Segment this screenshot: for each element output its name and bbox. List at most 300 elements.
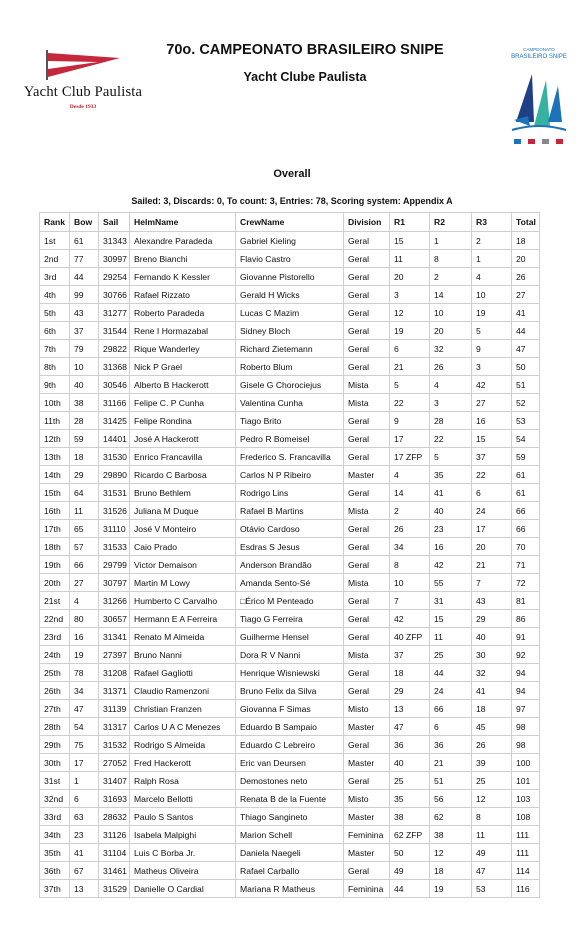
cell-r3: 39: [472, 754, 512, 772]
cell-r2: 20: [430, 322, 472, 340]
cell-crewname: Renata B de la Fuente: [236, 790, 344, 808]
cell-r1: 17 ZFP: [390, 448, 430, 466]
cell-helmname: Rique Wanderley: [130, 340, 236, 358]
cell-sail: 27052: [99, 754, 130, 772]
cell-r3: 16: [472, 412, 512, 430]
cell-division: Mista: [344, 646, 390, 664]
cell-crewname: Lucas C Mazim: [236, 304, 344, 322]
cell-sail: 30797: [99, 574, 130, 592]
cell-helmname: Christian Franzen: [130, 700, 236, 718]
cell-r1: 26: [390, 520, 430, 538]
cell-r2: 11: [430, 628, 472, 646]
cell-r2: 55: [430, 574, 472, 592]
cell-helmname: Hermann E A Ferreira: [130, 610, 236, 628]
cell-r2: 18: [430, 862, 472, 880]
event-logo-line2: BRASILEIRO SNIPE: [511, 54, 567, 60]
section-title: Overall: [273, 168, 311, 180]
cell-helmname: Bruno Bethlem: [130, 484, 236, 502]
cell-total: 47: [512, 340, 540, 358]
cell-crewname: Pedro R Bomeisel: [236, 430, 344, 448]
cell-r3: 26: [472, 736, 512, 754]
cell-rank: 20th: [40, 574, 70, 592]
cell-rank: 4th: [40, 286, 70, 304]
cell-total: 51: [512, 376, 540, 394]
cell-bow: 17: [70, 754, 99, 772]
column-header-rank: Rank: [40, 213, 70, 232]
cell-rank: 3rd: [40, 268, 70, 286]
cell-sail: 29890: [99, 466, 130, 484]
cell-division: Master: [344, 754, 390, 772]
cell-total: 111: [512, 844, 540, 862]
cell-division: Geral: [344, 448, 390, 466]
table-row: [40, 520, 540, 538]
cell-division: Master: [344, 718, 390, 736]
cell-bow: 11: [70, 502, 99, 520]
cell-division: Geral: [344, 556, 390, 574]
cell-helmname: Danielle O Cardial: [130, 880, 236, 898]
table-row: [40, 304, 540, 322]
cell-total: 108: [512, 808, 540, 826]
cell-division: Geral: [344, 304, 390, 322]
cell-crewname: Bruno Felix da Silva: [236, 682, 344, 700]
cell-crewname: Giovanne Pistorello: [236, 268, 344, 286]
cell-r3: 18: [472, 700, 512, 718]
cell-crewname: Daniela Naegeli: [236, 844, 344, 862]
cell-bow: 47: [70, 700, 99, 718]
table-row: [40, 394, 540, 412]
cell-total: 41: [512, 304, 540, 322]
cell-sail: 31341: [99, 628, 130, 646]
table-row: [40, 880, 540, 898]
cell-crewname: Dora R V Nanni: [236, 646, 344, 664]
cell-rank: 23rd: [40, 628, 70, 646]
cell-division: Mista: [344, 502, 390, 520]
table-row: [40, 862, 540, 880]
cell-rank: 17th: [40, 520, 70, 538]
cell-rank: 24th: [40, 646, 70, 664]
cell-sail: 31104: [99, 844, 130, 862]
cell-total: 71: [512, 556, 540, 574]
column-header-sail: Sail: [99, 213, 130, 232]
cell-sail: 31126: [99, 826, 130, 844]
cell-r3: 43: [472, 592, 512, 610]
cell-bow: 27: [70, 574, 99, 592]
cell-helmname: Caio Prado: [130, 538, 236, 556]
cell-total: 114: [512, 862, 540, 880]
cell-total: 66: [512, 502, 540, 520]
cell-r1: 36: [390, 736, 430, 754]
cell-r3: 12: [472, 790, 512, 808]
column-header-division: Division: [344, 213, 390, 232]
cell-total: 101: [512, 772, 540, 790]
cell-rank: 33rd: [40, 808, 70, 826]
cell-helmname: Luis C Borba Jr.: [130, 844, 236, 862]
cell-helmname: Matheus Oliveira: [130, 862, 236, 880]
table-row: [40, 250, 540, 268]
cell-sail: 31317: [99, 718, 130, 736]
cell-r3: 1: [472, 250, 512, 268]
cell-r2: 12: [430, 844, 472, 862]
table-body: [40, 232, 540, 898]
cell-bow: 44: [70, 268, 99, 286]
cell-sail: 31533: [99, 538, 130, 556]
cell-sail: 30546: [99, 376, 130, 394]
cell-rank: 37th: [40, 880, 70, 898]
cell-bow: 99: [70, 286, 99, 304]
table-row: [40, 358, 540, 376]
cell-helmname: Humberto C Carvalho: [130, 592, 236, 610]
club-logo-since: Desde 1933: [69, 104, 97, 110]
cell-r1: 35: [390, 790, 430, 808]
cell-crewname: Rodrigo Lins: [236, 484, 344, 502]
cell-r1: 50: [390, 844, 430, 862]
cell-rank: 15th: [40, 484, 70, 502]
cell-r3: 45: [472, 718, 512, 736]
cell-r1: 9: [390, 412, 430, 430]
cell-helmname: Rafael Rizzato: [130, 286, 236, 304]
cell-division: Geral: [344, 682, 390, 700]
cell-r2: 41: [430, 484, 472, 502]
scoring-summary: Sailed: 3, Discards: 0, To count: 3, Entries: 78, Scoring system: Appendix A: [131, 196, 453, 206]
cell-division: Feminina: [344, 880, 390, 898]
table-row: [40, 808, 540, 826]
event-logo-line1: CAMPEONATO: [523, 47, 555, 52]
cell-division: Geral: [344, 358, 390, 376]
cell-rank: 36th: [40, 862, 70, 880]
cell-helmname: Paulo S Santos: [130, 808, 236, 826]
table-row: [40, 646, 540, 664]
cell-helmname: Isabela Malpighi: [130, 826, 236, 844]
cell-crewname: Roberto Blum: [236, 358, 344, 376]
yacht-club-paulista-logo: [18, 50, 148, 116]
cell-helmname: Rafael Gagliotti: [130, 664, 236, 682]
results-table: [39, 212, 540, 898]
cell-crewname: Gabriel Kieling: [236, 232, 344, 250]
cell-r1: 13: [390, 700, 430, 718]
cell-rank: 35th: [40, 844, 70, 862]
cell-sail: 30997: [99, 250, 130, 268]
cell-r3: 20: [472, 538, 512, 556]
cell-r3: 10: [472, 286, 512, 304]
cell-r1: 20: [390, 268, 430, 286]
cell-helmname: Rene I Hormazabal: [130, 322, 236, 340]
table-row: [40, 502, 540, 520]
cell-helmname: Bruno Nanni: [130, 646, 236, 664]
table-row: [40, 718, 540, 736]
cell-crewname: Tiago G Ferreira: [236, 610, 344, 628]
cell-rank: 21st: [40, 592, 70, 610]
cell-bow: 61: [70, 232, 99, 250]
cell-total: 94: [512, 664, 540, 682]
table-row: [40, 268, 540, 286]
cell-crewname: Eric van Deursen: [236, 754, 344, 772]
cell-bow: 57: [70, 538, 99, 556]
cell-r2: 56: [430, 790, 472, 808]
cell-r2: 2: [430, 268, 472, 286]
cell-crewname: □Érico M Penteado: [236, 592, 344, 610]
cell-r2: 19: [430, 880, 472, 898]
cell-r3: 2: [472, 232, 512, 250]
club-logo-text: Yacht Club Paulista: [23, 84, 143, 100]
cell-bow: 23: [70, 826, 99, 844]
cell-bow: 75: [70, 736, 99, 754]
cell-bow: 4: [70, 592, 99, 610]
cell-r2: 15: [430, 610, 472, 628]
table-row: [40, 610, 540, 628]
cell-r2: 23: [430, 520, 472, 538]
cell-r1: 34: [390, 538, 430, 556]
cell-rank: 1st: [40, 232, 70, 250]
column-header-r1: R1: [390, 213, 430, 232]
cell-bow: 1: [70, 772, 99, 790]
cell-bow: 54: [70, 718, 99, 736]
cell-r2: 16: [430, 538, 472, 556]
cell-sail: 31368: [99, 358, 130, 376]
cell-r1: 5: [390, 376, 430, 394]
cell-division: Geral: [344, 232, 390, 250]
cell-r1: 25: [390, 772, 430, 790]
cell-division: Geral: [344, 412, 390, 430]
cell-sail: 30766: [99, 286, 130, 304]
cell-helmname: Alexandre Paradeda: [130, 232, 236, 250]
cell-r2: 24: [430, 682, 472, 700]
cell-crewname: Demostones neto: [236, 772, 344, 790]
cell-total: 92: [512, 646, 540, 664]
cell-sail: 29822: [99, 340, 130, 358]
cell-rank: 11th: [40, 412, 70, 430]
cell-crewname: Rafael B Martins: [236, 502, 344, 520]
cell-rank: 28th: [40, 718, 70, 736]
cell-total: 53: [512, 412, 540, 430]
cell-total: 111: [512, 826, 540, 844]
cell-total: 97: [512, 700, 540, 718]
cell-r1: 38: [390, 808, 430, 826]
cell-r2: 14: [430, 286, 472, 304]
cell-total: 94: [512, 682, 540, 700]
cell-division: Misto: [344, 700, 390, 718]
cell-r2: 5: [430, 448, 472, 466]
cell-helmname: Fred Hackerott: [130, 754, 236, 772]
cell-bow: 78: [70, 664, 99, 682]
table-row: [40, 700, 540, 718]
table-row: [40, 538, 540, 556]
cell-crewname: Amanda Sento-Sé: [236, 574, 344, 592]
cell-helmname: Alberto B Hackerott: [130, 376, 236, 394]
cell-r1: 40: [390, 754, 430, 772]
cell-division: Geral: [344, 250, 390, 268]
cell-sail: 29254: [99, 268, 130, 286]
cell-sail: 31343: [99, 232, 130, 250]
cell-helmname: Felipe Rondina: [130, 412, 236, 430]
cell-division: Geral: [344, 628, 390, 646]
cell-division: Master: [344, 466, 390, 484]
cell-division: Geral: [344, 268, 390, 286]
cell-r1: 10: [390, 574, 430, 592]
cell-r2: 1: [430, 232, 472, 250]
cell-bow: 10: [70, 358, 99, 376]
cell-r3: 40: [472, 628, 512, 646]
cell-r3: 53: [472, 880, 512, 898]
page-subtitle: Yacht Clube Paulista: [243, 70, 367, 84]
cell-r3: 29: [472, 610, 512, 628]
cell-rank: 22nd: [40, 610, 70, 628]
cell-bow: 37: [70, 322, 99, 340]
cell-division: Master: [344, 844, 390, 862]
cell-crewname: Anderson Brandão: [236, 556, 344, 574]
cell-sail: 31110: [99, 520, 130, 538]
cell-r1: 15: [390, 232, 430, 250]
table-row: [40, 772, 540, 790]
cell-r3: 17: [472, 520, 512, 538]
cell-bow: 41: [70, 844, 99, 862]
cell-total: 81: [512, 592, 540, 610]
cell-division: Geral: [344, 610, 390, 628]
table-header: [40, 213, 540, 232]
cell-r3: 22: [472, 466, 512, 484]
cell-division: Geral: [344, 736, 390, 754]
cell-rank: 27th: [40, 700, 70, 718]
cell-rank: 10th: [40, 394, 70, 412]
cell-bow: 29: [70, 466, 99, 484]
cell-division: Feminina: [344, 826, 390, 844]
cell-r2: 51: [430, 772, 472, 790]
table-row: [40, 340, 540, 358]
cell-bow: 80: [70, 610, 99, 628]
cell-r1: 37: [390, 646, 430, 664]
table-row: [40, 664, 540, 682]
cell-r1: 2: [390, 502, 430, 520]
cell-r1: 47: [390, 718, 430, 736]
cell-rank: 9th: [40, 376, 70, 394]
cell-helmname: Ralph Rosa: [130, 772, 236, 790]
cell-sail: 31531: [99, 484, 130, 502]
cell-bow: 64: [70, 484, 99, 502]
column-header-bow: Bow: [70, 213, 99, 232]
cell-bow: 63: [70, 808, 99, 826]
table-row: [40, 430, 540, 448]
cell-total: 50: [512, 358, 540, 376]
cell-total: 116: [512, 880, 540, 898]
cell-division: Mista: [344, 574, 390, 592]
cell-sail: 29799: [99, 556, 130, 574]
cell-total: 52: [512, 394, 540, 412]
cell-division: Geral: [344, 484, 390, 502]
cell-rank: 34th: [40, 826, 70, 844]
cell-r2: 3: [430, 394, 472, 412]
cell-r2: 8: [430, 250, 472, 268]
cell-bow: 16: [70, 628, 99, 646]
cell-crewname: Gisele G Chorociejus: [236, 376, 344, 394]
cell-r3: 27: [472, 394, 512, 412]
cell-sail: 31544: [99, 322, 130, 340]
cell-r1: 29: [390, 682, 430, 700]
cell-division: Geral: [344, 286, 390, 304]
cell-rank: 32nd: [40, 790, 70, 808]
cell-r2: 36: [430, 736, 472, 754]
cell-r2: 26: [430, 358, 472, 376]
cell-crewname: Sidney Bloch: [236, 322, 344, 340]
cell-r1: 11: [390, 250, 430, 268]
cell-r1: 14: [390, 484, 430, 502]
cell-rank: 13th: [40, 448, 70, 466]
cell-r1: 4: [390, 466, 430, 484]
cell-sail: 30657: [99, 610, 130, 628]
cell-r2: 31: [430, 592, 472, 610]
cell-bow: 67: [70, 862, 99, 880]
cell-bow: 13: [70, 880, 99, 898]
cell-r3: 8: [472, 808, 512, 826]
cell-r1: 42: [390, 610, 430, 628]
cell-rank: 12th: [40, 430, 70, 448]
championship-logo: [506, 42, 572, 150]
cell-bow: 40: [70, 376, 99, 394]
cell-r2: 66: [430, 700, 472, 718]
cell-helmname: Victor Demaison: [130, 556, 236, 574]
cell-rank: 7th: [40, 340, 70, 358]
cell-helmname: Roberto Paradeda: [130, 304, 236, 322]
cell-total: 27: [512, 286, 540, 304]
cell-r2: 6: [430, 718, 472, 736]
cell-r2: 21: [430, 754, 472, 772]
cell-sail: 31139: [99, 700, 130, 718]
table-row: [40, 682, 540, 700]
cell-r3: 21: [472, 556, 512, 574]
cell-crewname: Carlos N P Ribeiro: [236, 466, 344, 484]
cell-r1: 40 ZFP: [390, 628, 430, 646]
cell-sail: 31371: [99, 682, 130, 700]
cell-r3: 5: [472, 322, 512, 340]
cell-crewname: Richard Zietemann: [236, 340, 344, 358]
cell-total: 98: [512, 736, 540, 754]
cell-sail: 31277: [99, 304, 130, 322]
cell-r1: 62 ZFP: [390, 826, 430, 844]
cell-r3: 30: [472, 646, 512, 664]
cell-division: Geral: [344, 592, 390, 610]
cell-division: Mista: [344, 394, 390, 412]
cell-rank: 2nd: [40, 250, 70, 268]
cell-r1: 21: [390, 358, 430, 376]
cell-division: Geral: [344, 772, 390, 790]
column-header-r3: R3: [472, 213, 512, 232]
cell-total: 18: [512, 232, 540, 250]
club-burgee-icon: [46, 50, 122, 80]
cell-r1: 8: [390, 556, 430, 574]
table-row: [40, 376, 540, 394]
cell-r3: 19: [472, 304, 512, 322]
cell-r1: 22: [390, 394, 430, 412]
table-row: [40, 484, 540, 502]
cell-r1: 12: [390, 304, 430, 322]
cell-helmname: Marcelo Bellotti: [130, 790, 236, 808]
cell-r1: 18: [390, 664, 430, 682]
cell-helmname: Nick P Grael: [130, 358, 236, 376]
cell-r3: 11: [472, 826, 512, 844]
cell-total: 59: [512, 448, 540, 466]
cell-sail: 31526: [99, 502, 130, 520]
cell-rank: 30th: [40, 754, 70, 772]
cell-bow: 65: [70, 520, 99, 538]
table-row: [40, 790, 540, 808]
cell-rank: 14th: [40, 466, 70, 484]
cell-sail: 27397: [99, 646, 130, 664]
cell-crewname: Esdras S Jesus: [236, 538, 344, 556]
cell-crewname: Flavio Castro: [236, 250, 344, 268]
cell-crewname: Henrique Wisniewski: [236, 664, 344, 682]
cell-helmname: Ricardo C Barbosa: [130, 466, 236, 484]
cell-r1: 6: [390, 340, 430, 358]
cell-crewname: Gerald H Wicks: [236, 286, 344, 304]
table-row: [40, 232, 540, 250]
